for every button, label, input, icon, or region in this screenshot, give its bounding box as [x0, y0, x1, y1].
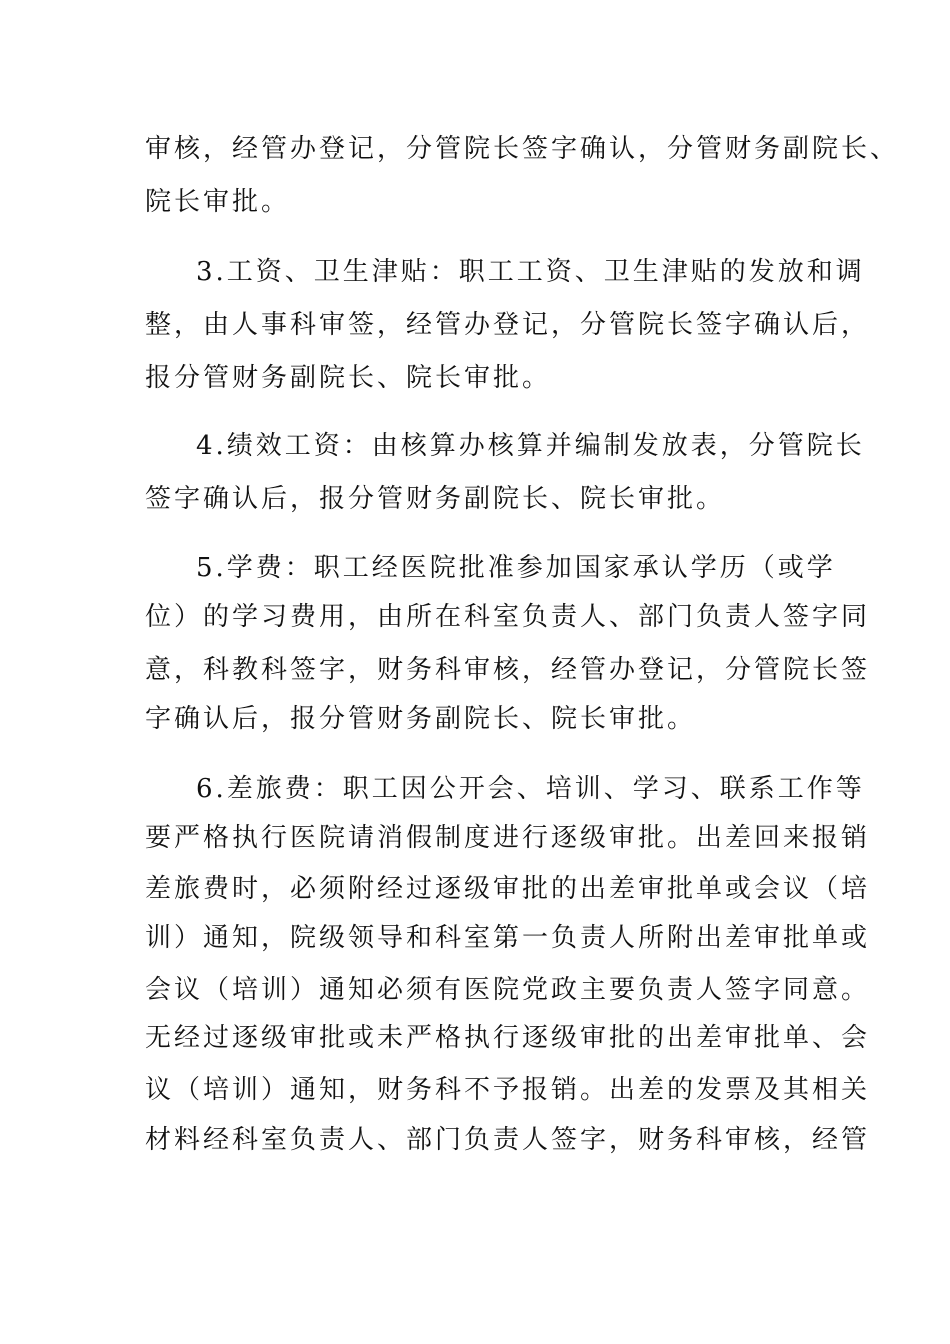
paragraph-4-line-1: 4.绩效工资：由核算办核算并编制发放表，分管院长	[196, 431, 865, 461]
text-line: 审核，经管办登记，分管院长签字确认，分管财务副院长、	[145, 134, 900, 164]
text-line: 要严格执行医院请消假制度进行逐级审批。出差回来报销	[145, 823, 871, 853]
text-line: 会议（培训）通知必须有医院党政主要负责人签字同意。	[145, 975, 871, 1005]
text-line: 意，科教科签字，财务科审核，经管办登记，分管院长签	[145, 655, 871, 685]
paragraph-5-line-1: 5.学费：职工经医院批准参加国家承认学历（或学	[196, 553, 836, 583]
text-line: 议（培训）通知，财务科不予报销。出差的发票及其相关	[145, 1075, 871, 1105]
paragraph-6-line-1: 6.差旅费：职工因公开会、培训、学习、联系工作等	[196, 774, 865, 804]
text-line: 材料经科室负责人、部门负责人签字，财务科审核，经管	[145, 1125, 871, 1155]
text-line: 差旅费时，必须附经过逐级审批的出差审批单或会议（培	[145, 874, 871, 904]
paragraph-3-line-1: 3.工资、卫生津贴：职工工资、卫生津贴的发放和调	[196, 257, 865, 287]
text-line: 训）通知，院级领导和科室第一负责人所附出差审批单或	[145, 923, 871, 953]
text-line: 报分管财务副院长、院长审批。	[145, 363, 552, 393]
text-line: 字确认后，报分管财务副院长、院长审批。	[145, 704, 697, 734]
text-line: 整，由人事科审签，经管办登记，分管院长签字确认后，	[145, 310, 871, 340]
text-line: 签字确认后，报分管财务副院长、院长审批。	[145, 484, 726, 514]
text-line: 院长审批。	[145, 187, 291, 217]
text-line: 无经过逐级审批或未严格执行逐级审批的出差审批单、会	[145, 1023, 871, 1053]
text-line: 位）的学习费用，由所在科室负责人、部门负责人签字同	[145, 602, 871, 632]
